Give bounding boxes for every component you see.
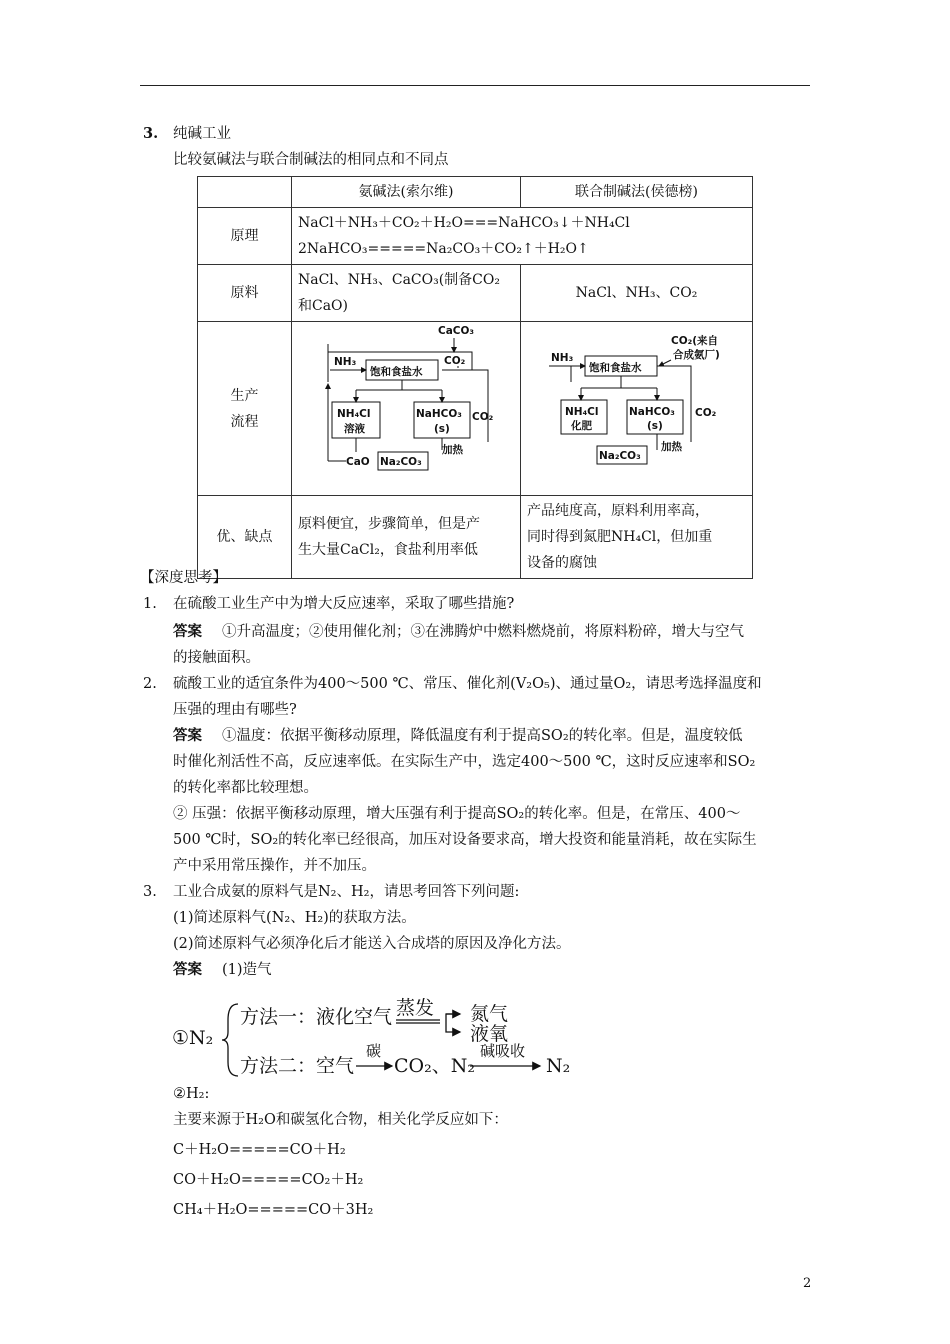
flow2-nahco3-b: (s) <box>647 420 663 432</box>
flow-label-line2: 流程 <box>230 413 259 430</box>
n2-method2: 方法二：空气 <box>240 1055 355 1077</box>
material-col1-line1: NaCl、NH₃、CaCO₃(制备CO₂ <box>298 272 500 288</box>
q3-part2: (2)简述原料气必须净化后才能送入合成塔的原因及净化方法。 <box>173 936 571 952</box>
flow1-nh4cl-b: 溶液 <box>344 423 365 435</box>
table-col2-header: 联合制碱法(侯德榜) <box>521 177 753 208</box>
n2-alkali-absorb: 碱吸收 <box>480 1042 526 1060</box>
h2-label: ②H₂: <box>173 1086 210 1102</box>
q1-answer-line1: ①升高温度；②使用催化剂；③在沸腾炉中燃料燃烧前，将原料粉碎，增大与空气 <box>222 624 744 640</box>
h2-intro: 主要来源于H₂O和碳氢化合物，相关化学反应如下： <box>173 1112 508 1128</box>
principle-eq2: 2NaHCO₃=====Na₂CO₃＋CO₂↑＋H₂O↑ <box>298 241 589 257</box>
pros-col1-line2: 生大量CaCl₂，食盐利用率低 <box>298 542 478 558</box>
flow1-svg <box>292 322 520 486</box>
row-label-material: 原料 <box>198 265 292 322</box>
page-number: 2 <box>803 1276 812 1291</box>
flow1-co2-right: CO₂ <box>472 411 494 423</box>
flow1-nh3: NH₃ <box>334 356 357 368</box>
flow1-nahco3-a: NaHCO₃ <box>416 408 462 420</box>
q3-answer-label: 答案 <box>173 961 202 978</box>
h2-reaction-1: C＋H₂O=====CO＋H₂ <box>173 1142 346 1158</box>
principle-equations <box>292 208 753 265</box>
deep-title: 【深度思考】 <box>140 570 227 586</box>
pros-col1-line1: 原料便宜，步骤简单，但是产 <box>298 516 480 532</box>
h2-reaction-3: CH₄＋H₂O=====CO＋3H₂ <box>173 1202 374 1218</box>
flow2-nh4cl-a: NH₄Cl <box>565 406 599 418</box>
flow-diagram-hou-process <box>521 322 753 496</box>
q2-answer-line4: ② 压强：依据平衡移动原理，增大压强有利于提高SO₂的转化率。但是，在常压、400～ <box>173 806 741 822</box>
q1-answer-line2: 的接触面积。 <box>173 650 260 666</box>
table-row-principle <box>198 208 753 265</box>
section-subtitle: 比较氨碱法与联合制碱法的相同点和不同点 <box>173 152 449 168</box>
q2-answer-line3: 的转化率都比较理想。 <box>173 780 318 796</box>
flow-diagram-ammonia-soda <box>292 322 521 496</box>
n2-nitrogen-gas: 氮气 <box>470 1003 509 1025</box>
flow-label-line1: 生产 <box>230 387 259 404</box>
q2-num: 2. <box>143 676 157 692</box>
h2-reaction-2: CO＋H₂O=====CO₂＋H₂ <box>173 1172 364 1188</box>
n2-co2-n2: CO₂、N₂ <box>394 1055 475 1077</box>
row-label-flow <box>198 322 292 496</box>
flow1-na2co3: Na₂CO₃ <box>380 456 422 468</box>
n2-method1: 方法一：液化空气 <box>240 1006 393 1028</box>
flow2-svg <box>521 322 752 486</box>
flow2-nahco3-a: NaHCO₃ <box>629 406 675 418</box>
q1-answer-label: 答案 <box>173 623 202 640</box>
flow1-cao: CaO <box>346 456 370 468</box>
table-row-flow <box>198 322 753 496</box>
n2-liquid-oxygen: 液氧 <box>470 1023 509 1045</box>
n2-scheme <box>170 990 610 1090</box>
q2-answer-line6: 产中采用常压操作，并不加压。 <box>173 858 376 874</box>
header-rule <box>140 85 810 86</box>
n2-product: N₂ <box>546 1055 571 1077</box>
flow1-nahco3-b: (s) <box>434 423 450 435</box>
flow2-nh3: NH₃ <box>551 352 574 364</box>
flow1-caco3: CaCO₃ <box>438 325 475 337</box>
q2-answer-line1: ①温度：依据平衡移动原理，降低温度有利于提高SO₂的转化率。但是，温度较低 <box>222 728 743 744</box>
q3-answer-1: (1)造气 <box>222 962 272 978</box>
q2-answer-line2: 时催化剂活性不高，反应速率低。在实际生产中，选定400～500 ℃，这时反应速率和SO₂ <box>173 754 756 770</box>
q1-text: 在硫酸工业生产中为增大反应速率，采取了哪些措施? <box>173 596 515 612</box>
table-row-pros <box>198 496 753 579</box>
flow2-co2-right: CO₂ <box>695 407 717 419</box>
section-number: 3. <box>143 125 159 142</box>
table-header-row <box>198 177 753 208</box>
flow1-heat: 加热 <box>442 444 463 456</box>
flow1-co2-top: CO₂ <box>444 355 466 367</box>
flow2-co2-a: CO₂(来自 <box>671 335 719 347</box>
flow1-brine: 饱和食盐水 <box>370 366 423 378</box>
q3-part1: (1)简述原料气(N₂、H₂)的获取方法。 <box>173 910 416 926</box>
n2-label: ①N₂ <box>172 1027 214 1049</box>
q1-num: 1. <box>143 596 157 612</box>
flow2-brine: 饱和食盐水 <box>589 362 642 374</box>
comparison-table <box>197 176 753 579</box>
pros-col2 <box>521 496 753 579</box>
material-col1 <box>292 265 521 322</box>
section-title: 纯碱工业 <box>173 126 231 142</box>
table-col1-header: 氨碱法(索尔维) <box>292 177 521 208</box>
material-col1-line2: 和CaO) <box>298 298 348 314</box>
pros-col2-line3: 设备的腐蚀 <box>527 555 597 571</box>
n2-evaporate: 蒸发 <box>396 997 435 1019</box>
principle-eq1: NaCl＋NH₃＋CO₂＋H₂O===NaHCO₃↓＋NH₄Cl <box>298 215 630 231</box>
q3-text: 工业合成氨的原料气是N₂、H₂，请思考回答下列问题: <box>173 884 520 900</box>
flow1-nh4cl-a: NH₄Cl <box>337 408 371 420</box>
n2-carbon: 碳 <box>366 1042 382 1060</box>
pros-col2-line1: 产品纯度高，原料利用率高， <box>527 503 709 519</box>
q2-text-line1: 硫酸工业的适宜条件为400～500 ℃、常压、催化剂(V₂O₅)、通过量O₂，请思考选择温度和 <box>173 676 762 692</box>
row-label-principle: 原理 <box>198 208 292 265</box>
row-label-pros: 优、缺点 <box>198 496 292 579</box>
flow2-nh4cl-b: 化肥 <box>571 420 592 432</box>
q3-num: 3. <box>143 884 157 900</box>
flow2-heat: 加热 <box>661 441 682 453</box>
table-corner-cell <box>198 177 292 208</box>
pros-col2-line2: 同时得到氮肥NH₄Cl，但加重 <box>527 529 713 545</box>
q2-answer-label: 答案 <box>173 727 202 744</box>
q2-text-line2: 压强的理由有哪些? <box>173 702 297 718</box>
q2-answer-line5: 500 ℃时，SO₂的转化率已经很高，加压对设备要求高，增大投资和能量消耗，故在实际生 <box>173 832 757 848</box>
flow2-na2co3: Na₂CO₃ <box>599 450 641 462</box>
pros-col1 <box>292 496 521 579</box>
material-col2: NaCl、NH₃、CO₂ <box>521 265 753 322</box>
table-row-material <box>198 265 753 322</box>
flow2-co2-b: 合成氨厂) <box>673 349 720 361</box>
